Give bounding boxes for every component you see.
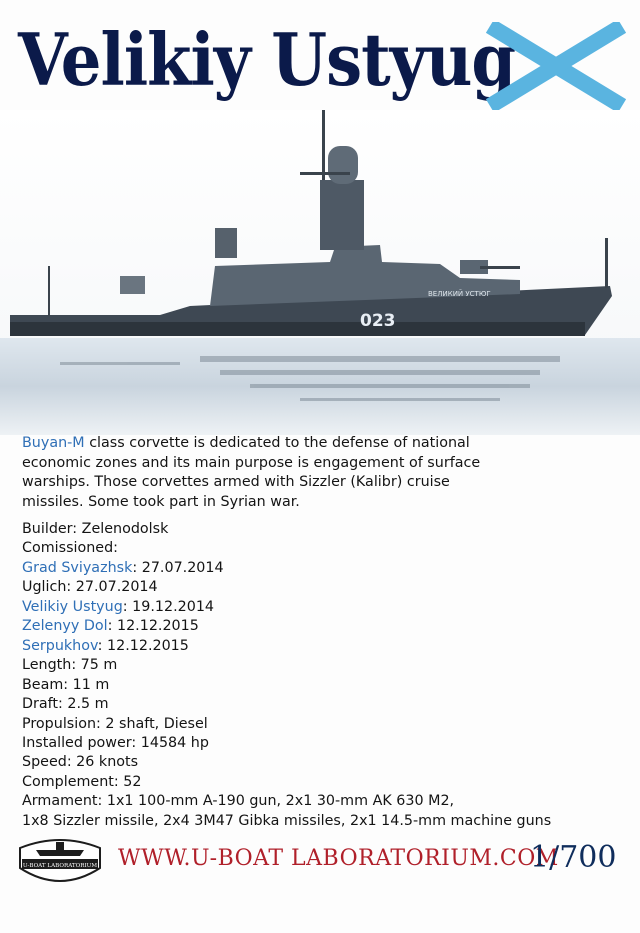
ship-row: Uglich: 27.07.2014 <box>22 579 158 596</box>
u-boat-logo-icon <box>14 834 106 892</box>
hull-name: ВЕЛИКИЙ УСТЮГ <box>428 290 491 298</box>
length: Length: 75 m <box>22 657 118 674</box>
armament-line-2: 1x8 Sizzler missile, 2x4 3M47 Gibka missiles, 2x1 14.5-mm machine guns <box>22 812 552 829</box>
propulsion: Propulsion: 2 shaft, Diesel <box>22 715 208 732</box>
scale-label: 1/700 <box>530 840 617 875</box>
description-line-2: economic zones and its main purpose is engagement of surface <box>22 454 481 471</box>
description-line-3: warships. Those corvettes armed with Sizzler (Kalibr) cruise <box>22 474 450 490</box>
ship-row: Serpukhov: 12.12.2015 <box>22 637 189 654</box>
ship-row: Zelenyy Dol: 12.12.2015 <box>22 618 199 635</box>
builder: Builder: Zelenodolsk <box>22 521 169 537</box>
hull-number: 023 <box>360 311 396 331</box>
ship-photo <box>0 110 640 435</box>
specifications <box>22 520 632 831</box>
logo-text: U-BOAT LABORATORIUM <box>22 863 98 869</box>
armament-line-1: Armament: 1x1 100-mm A-190 gun, 2x1 30-mm AK 630 M2, <box>22 793 455 810</box>
installed-power: Installed power: 14584 hp <box>22 734 209 751</box>
beam: Beam: 11 m <box>22 676 110 693</box>
class-name: Buyan-M <box>22 435 85 451</box>
andreyevsky-flag-icon <box>486 22 626 110</box>
speed: Speed: 26 knots <box>22 754 139 771</box>
page-title: Velikiy Ustyug <box>18 19 516 104</box>
website-url: WWW.U-BOAT LABORATORIUM.COM <box>118 846 559 871</box>
commissioned-label: Comissioned: <box>22 540 118 557</box>
draft: Draft: 2.5 m <box>22 696 109 713</box>
complement: Complement: 52 <box>22 773 142 790</box>
description-line-1: Buyan-M class corvette is dedicated to the defense of national <box>22 435 470 451</box>
ship-row: Grad Sviyazhsk: 27.07.2014 <box>22 559 224 576</box>
ship-row: Velikiy Ustyug: 19.12.2014 <box>22 598 215 615</box>
description-line-4: missiles. Some took part in Syrian war. <box>22 493 300 510</box>
description <box>22 434 622 512</box>
